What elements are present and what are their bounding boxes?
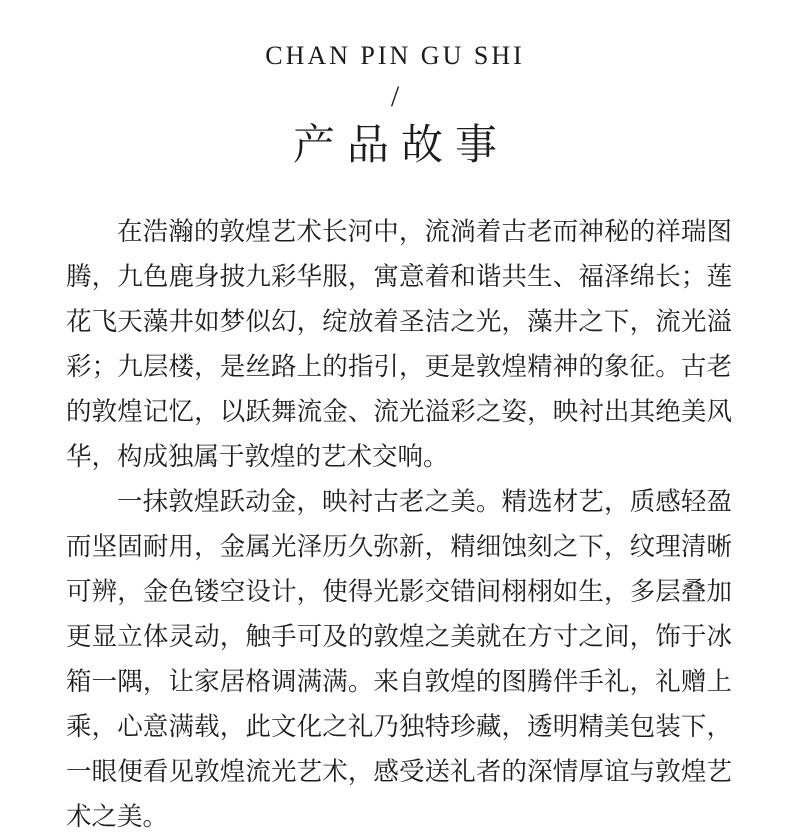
pinyin-title: CHAN PIN GU SHI — [265, 41, 525, 70]
story-paragraph-1: 在浩瀚的敦煌艺术长河中，流淌着古老而神秘的祥瑞图腾，九色鹿身披九彩华服，寓意着和谐共生、福泽绵长；莲花飞天藻井如梦似幻，绽放着圣洁之光，藻井之下，流光溢彩；九层楼，是丝路上的指引，更是敦煌精神的象征。古老的敦煌记忆，以跃舞流金、流光溢彩之姿，映衬出其绝美风华，构成独属于敦煌的艺术交响。 — [66, 217, 732, 472]
story-body — [66, 210, 732, 840]
story-paragraph-2: 一抹敦煌跃动金，映衬古老之美。精选材艺，质感轻盈而坚固耐用，金属光泽历久弥新，精细蚀刻之下，纹理清晰可辨，金色镂空设计，使得光影交错间栩栩如生，多层叠加更显立体灵动，触手可及的敦煌之美就在方寸之间，饰于冰箱一隅，让家居格调满满。来自敦煌的图腾伴手礼，礼赠上乘，心意满载，此文化之礼乃独特珍藏，透明精美包装下，一眼便看见敦煌流光艺术，感受送礼者的深情厚谊与敦煌艺术之美。 — [66, 487, 732, 832]
title-divider: / — [390, 80, 400, 113]
page-title: 产品故事 — [292, 120, 509, 169]
